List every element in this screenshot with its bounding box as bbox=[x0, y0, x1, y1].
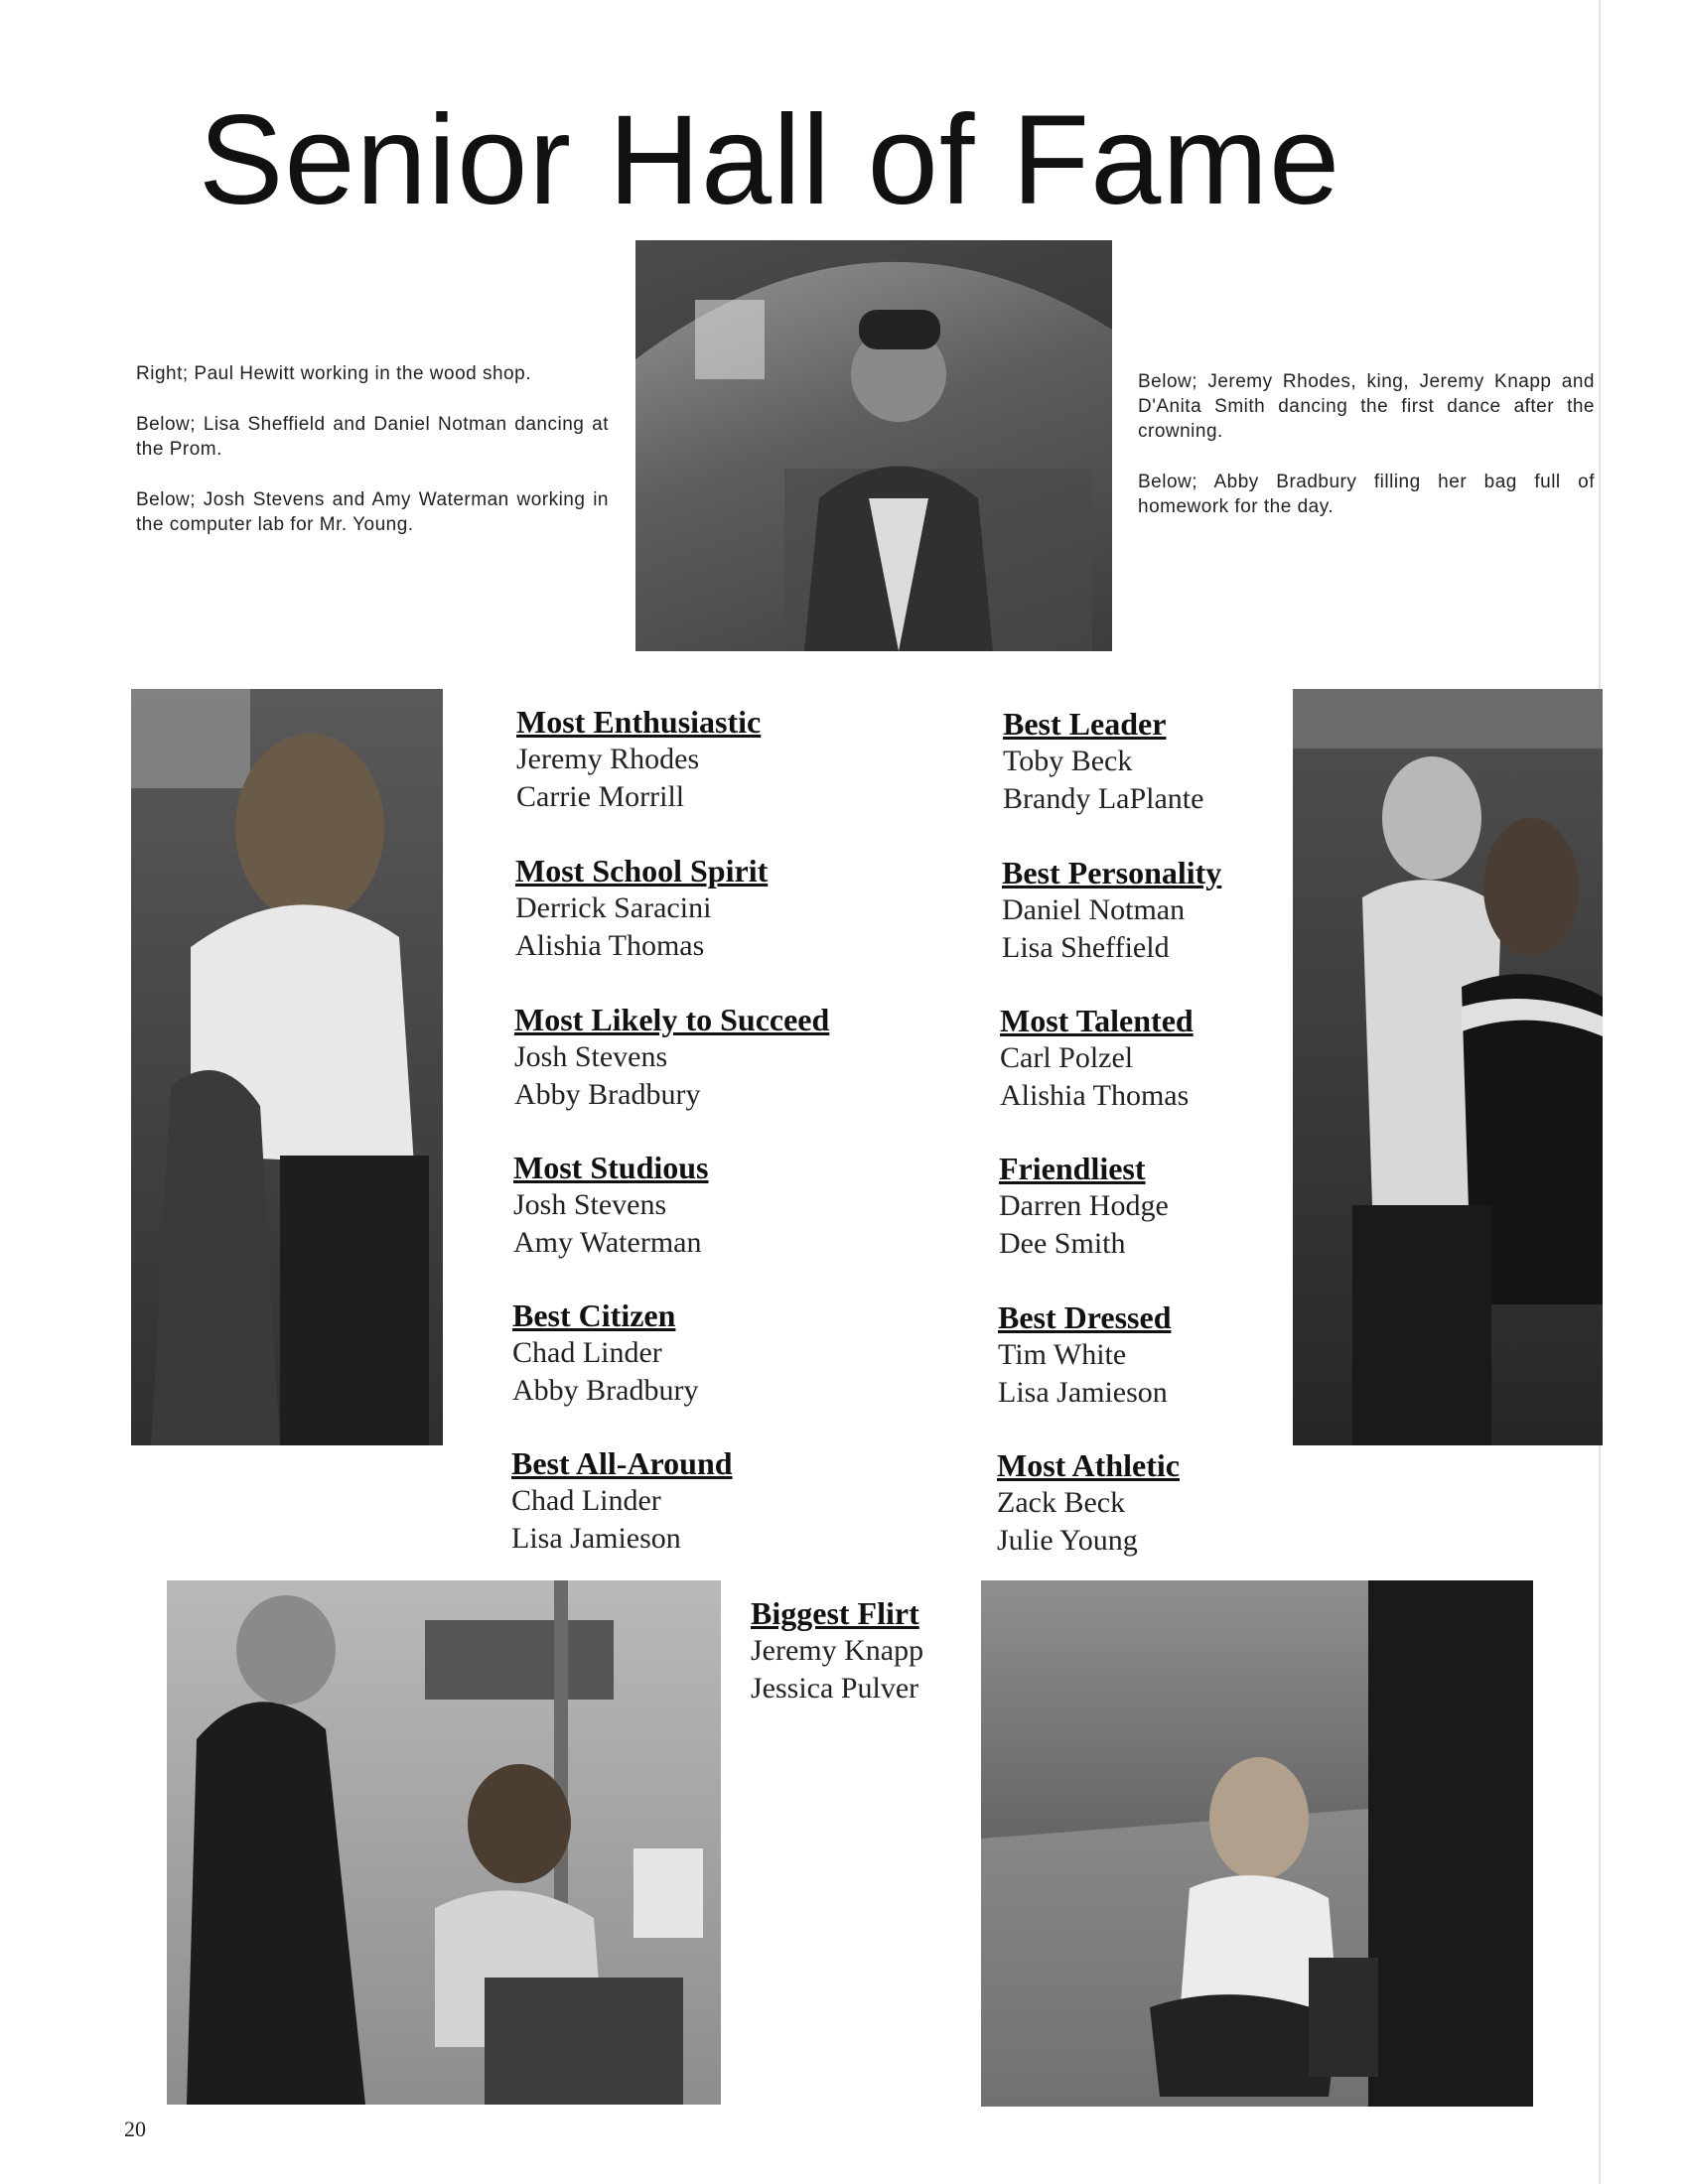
award-name: Tim White bbox=[998, 1338, 1127, 1371]
photo-homework-bag bbox=[981, 1580, 1533, 2107]
award-most-likely-to-succeed bbox=[514, 1001, 931, 1114]
photo-wood-shop bbox=[635, 240, 1112, 651]
award-name: Jeremy Knapp bbox=[751, 1634, 924, 1667]
award-title: Biggest Flirt bbox=[751, 1595, 919, 1631]
award-title: Best Dressed bbox=[998, 1299, 1172, 1335]
photo-prom-dance bbox=[131, 689, 443, 1445]
award-best-all-around bbox=[511, 1444, 928, 1558]
award-name: Dee Smith bbox=[999, 1227, 1126, 1260]
award-title: Most School Spirit bbox=[515, 853, 769, 888]
award-best-dressed bbox=[998, 1298, 1415, 1412]
award-title: Most Studious bbox=[513, 1150, 709, 1185]
award-name: Chad Linder bbox=[512, 1336, 662, 1369]
page-title: Senior Hall of Fame bbox=[199, 89, 1341, 231]
award-title: Friendliest bbox=[999, 1151, 1146, 1186]
award-title: Most Athletic bbox=[997, 1447, 1180, 1483]
award-friendliest bbox=[999, 1150, 1416, 1263]
award-name: Carl Polzel bbox=[1000, 1041, 1134, 1074]
award-most-talented bbox=[1000, 1002, 1417, 1115]
award-most-athletic bbox=[997, 1446, 1414, 1560]
award-name: Amy Waterman bbox=[513, 1226, 702, 1259]
award-title: Best Leader bbox=[1003, 706, 1167, 742]
award-best-leader bbox=[1003, 705, 1420, 818]
caption-prom-dance: Below; Lisa Sheffield and Daniel Notman dancing at the Prom. bbox=[136, 414, 609, 460]
award-most-school-spirit bbox=[515, 852, 932, 965]
caption-computer-lab: Below; Josh Stevens and Amy Waterman working in the computer lab for Mr. Young. bbox=[136, 489, 609, 535]
award-title: Best Citizen bbox=[512, 1297, 676, 1333]
page-number: 20 bbox=[124, 2116, 146, 2141]
award-best-personality bbox=[1002, 854, 1419, 967]
award-name: Julie Young bbox=[997, 1524, 1138, 1557]
award-name: Jessica Pulver bbox=[751, 1672, 919, 1705]
caption-wood-shop: Right; Paul Hewitt working in the wood shop. bbox=[136, 363, 531, 384]
award-biggest-flirt bbox=[751, 1594, 969, 1707]
award-name: Lisa Jamieson bbox=[511, 1522, 681, 1555]
award-title: Best Personality bbox=[1002, 855, 1222, 890]
award-name: Abby Bradbury bbox=[512, 1374, 699, 1407]
caption-first-dance: Below; Jeremy Rhodes, king, Jeremy Knapp and D'Anita Smith dancing the first dance after the crowning. bbox=[1138, 371, 1595, 442]
caption-homework-bag: Below; Abby Bradbury filling her bag full of homework for the day. bbox=[1138, 472, 1595, 517]
award-name: Daniel Notman bbox=[1002, 893, 1186, 926]
award-most-enthusiastic bbox=[516, 703, 933, 816]
award-name: Zack Beck bbox=[997, 1486, 1126, 1519]
award-name: Alishia Thomas bbox=[1000, 1079, 1190, 1112]
award-name: Toby Beck bbox=[1003, 745, 1133, 777]
award-best-citizen bbox=[512, 1297, 929, 1410]
award-name: Josh Stevens bbox=[514, 1040, 668, 1073]
award-name: Carrie Morrill bbox=[516, 780, 685, 813]
award-name: Chad Linder bbox=[511, 1484, 661, 1517]
captions-right bbox=[1138, 369, 1595, 545]
award-name: Derrick Saracini bbox=[515, 891, 712, 924]
award-title: Most Enthusiastic bbox=[516, 704, 762, 740]
award-most-studious bbox=[513, 1149, 930, 1262]
award-name: Lisa Jamieson bbox=[998, 1376, 1168, 1409]
award-name: Darren Hodge bbox=[999, 1189, 1169, 1222]
award-title: Best All-Around bbox=[511, 1445, 733, 1481]
award-name: Josh Stevens bbox=[513, 1188, 667, 1221]
award-name: Abby Bradbury bbox=[514, 1078, 701, 1111]
award-name: Lisa Sheffield bbox=[1002, 931, 1170, 964]
award-name: Brandy LaPlante bbox=[1003, 782, 1204, 815]
award-name: Alishia Thomas bbox=[515, 929, 705, 962]
award-title: Most Talented bbox=[1000, 1003, 1194, 1038]
award-title: Most Likely to Succeed bbox=[514, 1002, 830, 1037]
photo-computer-lab bbox=[167, 1580, 721, 2105]
captions-left bbox=[136, 361, 609, 563]
award-name: Jeremy Rhodes bbox=[516, 743, 700, 775]
